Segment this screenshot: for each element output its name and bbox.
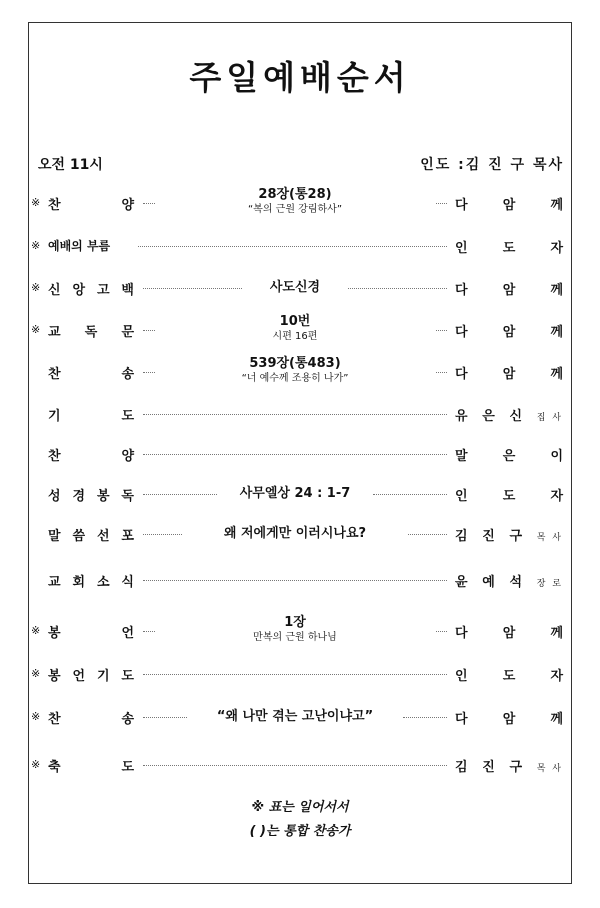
row-label-char: 언 (72, 669, 86, 684)
row-person-char: 유 (455, 409, 468, 424)
row-label (48, 237, 134, 254)
service-row (0, 229, 600, 263)
row-person-char: 도 (502, 241, 516, 256)
row-label-char: 식 (121, 575, 134, 590)
row-content-sub: “복의 근원 강림하사” (248, 204, 342, 215)
row-person-char: 다 (455, 712, 468, 727)
dotted-leader-right (436, 372, 447, 373)
row-label-char: 송 (121, 712, 134, 727)
row-person-title: 장 로 (536, 579, 563, 589)
row-label (48, 485, 134, 504)
row-content (155, 525, 435, 542)
row-person-char: 진 (482, 760, 495, 775)
row-label-char: 성 (48, 489, 61, 504)
row-content-sub: “너 예수께 조용히 나가” (241, 373, 349, 384)
row-label-char: 신 (48, 283, 61, 298)
row-label (48, 708, 134, 727)
service-row (0, 313, 600, 347)
row-label-char: 양 (121, 198, 134, 213)
row-person (455, 665, 563, 684)
row-label-char: 송 (121, 367, 134, 382)
page-title: 주일예배순서 (189, 58, 411, 97)
dotted-leader-left (143, 372, 155, 373)
dotted-leader (143, 414, 447, 415)
row-person (455, 237, 563, 256)
row-person-char: 자 (550, 241, 563, 256)
row-label-char: 양 (121, 449, 134, 464)
row-label-char: 언 (121, 626, 134, 641)
row-person-char: 석 (509, 575, 523, 590)
service-row (0, 700, 600, 734)
row-person-char: 신 (509, 409, 523, 424)
row-person-char: 암 (502, 626, 516, 641)
footer-note-standing: ※ 표는 일어서서 (251, 800, 349, 815)
row-person-char: 김 (455, 529, 468, 544)
row-label-char: 앙 (72, 283, 86, 298)
row-person (455, 321, 563, 340)
row-person (455, 756, 563, 775)
row-person (455, 194, 563, 213)
row-person-char: 다 (455, 325, 468, 340)
row-content (155, 708, 435, 725)
service-row (0, 657, 600, 691)
row-label (48, 321, 134, 340)
service-row (0, 614, 600, 648)
row-label-char: 선 (96, 529, 110, 544)
row-person-char: 께 (550, 626, 563, 641)
service-time: 오전 11시 (38, 157, 103, 173)
row-person-title: 집 사 (536, 413, 563, 423)
row-content (155, 279, 435, 296)
dotted-leader (143, 674, 447, 675)
row-person-char: 께 (550, 367, 563, 382)
row-person-char: 도 (502, 669, 516, 684)
row-person (455, 708, 563, 727)
row-label-char: 기 (48, 409, 61, 424)
row-label (48, 571, 134, 590)
row-person-char: 암 (502, 325, 516, 340)
row-person-char: 구 (509, 760, 523, 775)
row-label-char: 찬 (48, 449, 61, 464)
row-label-char: 찬 (48, 367, 61, 382)
dotted-leader (138, 246, 447, 247)
row-label-char: 교 (48, 325, 61, 340)
row-label-char: 예배의 부름 (48, 239, 111, 253)
row-label-char: 말 (48, 529, 61, 544)
row-person-char: 께 (550, 283, 563, 298)
row-person-char: 인 (455, 489, 468, 504)
row-person-char: 다 (455, 626, 468, 641)
row-person-char: 자 (550, 669, 563, 684)
service-row (0, 397, 600, 431)
row-label-char: 도 (121, 760, 134, 775)
row-label (48, 279, 134, 298)
row-content-main: 사도신경 (269, 280, 321, 295)
row-person-char: 도 (502, 489, 516, 504)
row-person-char: 인 (455, 241, 468, 256)
row-person-char: 은 (482, 409, 495, 424)
row-label-char: 도 (121, 669, 134, 684)
service-row (0, 477, 600, 511)
row-content-main: 왜 저에게만 이러시나요? (223, 526, 367, 541)
row-content-main: “왜 나만 겪는 고난이냐고” (216, 709, 374, 724)
row-person-char: 께 (550, 325, 563, 340)
row-person-char: 자 (550, 489, 563, 504)
row-content (155, 355, 435, 385)
row-person (455, 622, 563, 641)
row-person-title: 목 사 (536, 764, 563, 774)
row-person-char: 이 (550, 449, 563, 464)
row-label-char: 축 (48, 760, 61, 775)
row-person (455, 279, 563, 298)
row-label-char: 찬 (48, 712, 61, 727)
row-label-char: 회 (72, 575, 86, 590)
row-person-char: 진 (482, 529, 495, 544)
row-label-char: 도 (121, 409, 134, 424)
service-row (0, 437, 600, 471)
standing-mark: ※ (31, 624, 41, 637)
service-row (0, 748, 600, 782)
dotted-leader-right (436, 203, 447, 204)
row-label-char: 문 (121, 325, 134, 340)
row-person-char: 인 (455, 669, 468, 684)
row-content-sub: 시편 16편 (272, 331, 318, 342)
row-content (155, 186, 435, 216)
row-content (155, 614, 435, 644)
row-person-char: 구 (509, 529, 523, 544)
standing-mark: ※ (31, 758, 41, 771)
row-label-char: 봉 (48, 669, 61, 684)
row-label (48, 756, 134, 775)
row-label-char: 기 (96, 669, 110, 684)
row-person (455, 525, 563, 544)
row-person (455, 571, 563, 590)
row-content-main: 10번 (279, 314, 311, 329)
service-leader: 인도 :김 진 구 목사 (420, 157, 564, 173)
row-label-char: 봉 (96, 489, 110, 504)
row-person-char: 말 (455, 449, 468, 464)
row-label (48, 622, 134, 641)
standing-mark: ※ (31, 281, 41, 294)
standing-mark: ※ (31, 710, 41, 723)
row-label-char: 찬 (48, 198, 61, 213)
row-label-char: 백 (121, 283, 134, 298)
row-person-char: 암 (502, 712, 516, 727)
row-person (455, 485, 563, 504)
row-content-main: 539장(통483) (249, 356, 341, 371)
row-person-char: 암 (502, 283, 516, 298)
row-content-main: 1장 (284, 615, 306, 630)
row-person-char: 다 (455, 283, 468, 298)
dotted-leader-left (143, 631, 155, 632)
row-label-char: 포 (121, 529, 134, 544)
row-label-char: 소 (96, 575, 110, 590)
dotted-leader-left (143, 330, 155, 331)
row-label (48, 194, 134, 213)
row-person-char: 윤 (455, 575, 468, 590)
row-label (48, 665, 134, 684)
service-row (0, 186, 600, 220)
row-label-char: 독 (121, 489, 134, 504)
row-label-char: 고 (96, 283, 110, 298)
dotted-leader-left (143, 203, 155, 204)
row-label-char: 독 (84, 325, 98, 340)
row-person-char: 은 (502, 449, 516, 464)
row-label-char: 씀 (72, 529, 86, 544)
standing-mark: ※ (31, 667, 41, 680)
row-label-char: 경 (72, 489, 86, 504)
row-person-title: 목 사 (536, 533, 563, 543)
standing-mark: ※ (31, 323, 41, 336)
standing-mark: ※ (31, 239, 41, 252)
row-content-sub: 만복의 근원 하나님 (253, 632, 337, 643)
dotted-leader-right (436, 330, 447, 331)
dotted-leader-right (436, 631, 447, 632)
service-row (0, 355, 600, 389)
row-content-main: 사무엘상 24 : 1-7 (239, 486, 351, 501)
service-row (0, 271, 600, 305)
row-person-char: 다 (455, 367, 468, 382)
row-person-char: 께 (550, 712, 563, 727)
row-person-char: 다 (455, 198, 468, 213)
row-person (455, 363, 563, 382)
row-person-char: 암 (502, 198, 516, 213)
row-person-char: 예 (482, 575, 495, 590)
row-label (48, 445, 134, 464)
row-label (48, 363, 134, 382)
row-label (48, 405, 134, 424)
footer-note-hymnal: ( )는 통합 찬송가 (249, 824, 351, 839)
service-row (0, 563, 600, 597)
service-row (0, 517, 600, 551)
row-person-char: 께 (550, 198, 563, 213)
row-person (455, 445, 563, 464)
row-label (48, 525, 134, 544)
row-person-char: 김 (455, 760, 468, 775)
row-label-char: 교 (48, 575, 61, 590)
standing-mark: ※ (31, 196, 41, 209)
dotted-leader (143, 580, 447, 581)
dotted-leader (143, 454, 447, 455)
row-content (155, 313, 435, 343)
row-person (455, 405, 563, 424)
row-content (155, 485, 435, 502)
row-label-char: 봉 (48, 626, 61, 641)
row-person-char: 암 (502, 367, 516, 382)
dotted-leader (143, 765, 447, 766)
row-content-main: 28장(통28) (258, 187, 332, 202)
